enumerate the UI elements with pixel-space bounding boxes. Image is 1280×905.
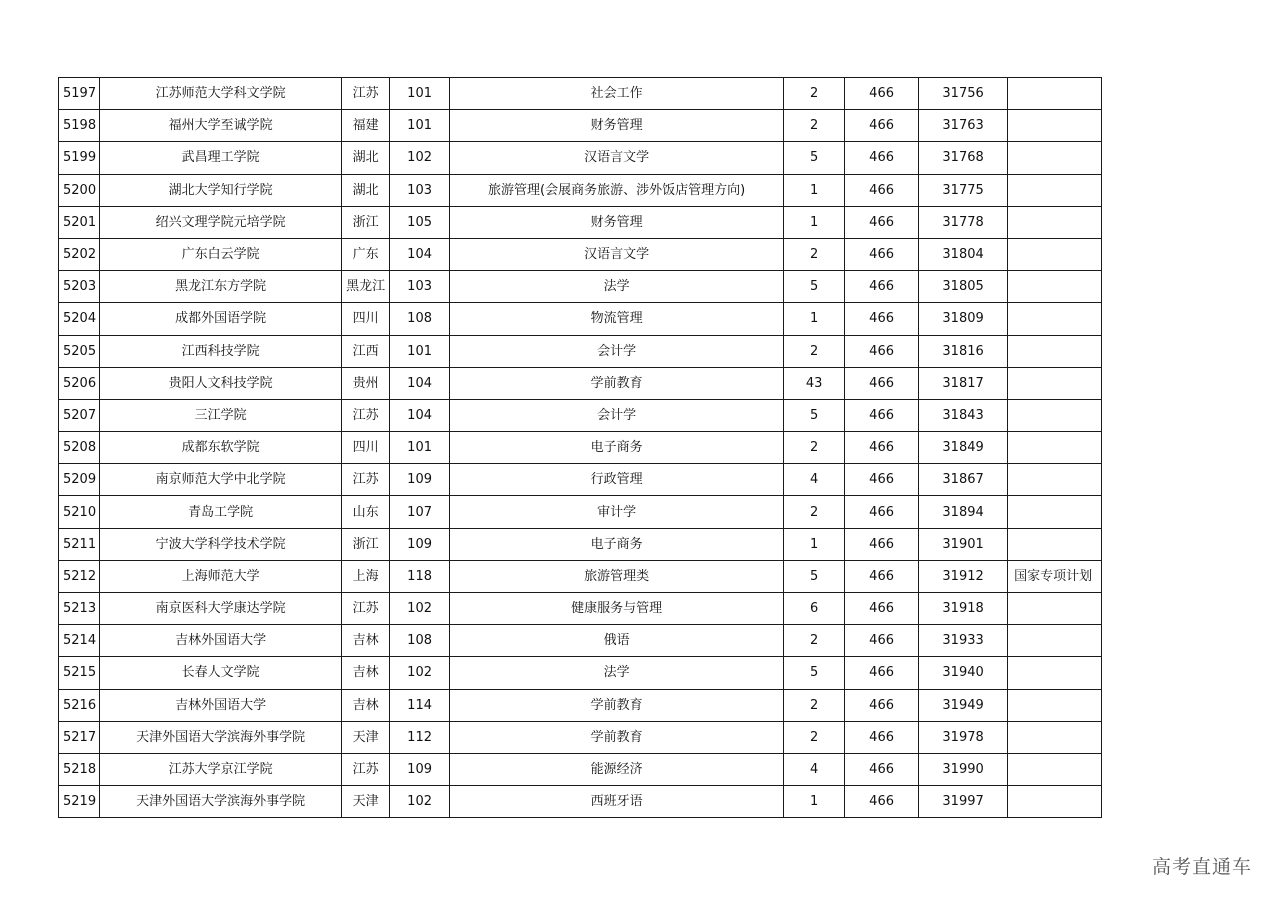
major-code-cell: 109 <box>390 464 450 496</box>
table-row <box>59 528 1102 560</box>
row-number-cell: 5212 <box>59 560 100 592</box>
row-number-cell: 5198 <box>59 110 100 142</box>
major-code-cell: 101 <box>390 78 450 110</box>
note-cell <box>1008 496 1102 528</box>
rank-cell: 31894 <box>919 496 1008 528</box>
major-code-cell: 109 <box>390 753 450 785</box>
school-name-cell: 天津外国语大学滨海外事学院 <box>100 786 342 818</box>
rank-cell: 31775 <box>919 174 1008 206</box>
row-number-cell: 5209 <box>59 464 100 496</box>
score-cell: 466 <box>845 689 919 721</box>
school-name-cell: 湖北大学知行学院 <box>100 174 342 206</box>
major-name-cell: 电子商务 <box>450 528 784 560</box>
note-cell <box>1008 432 1102 464</box>
plan-count-cell: 5 <box>784 657 845 689</box>
major-code-cell: 104 <box>390 399 450 431</box>
note-cell: 国家专项计划 <box>1008 560 1102 592</box>
province-cell: 山东 <box>342 496 390 528</box>
major-name-cell: 会计学 <box>450 335 784 367</box>
plan-count-cell: 43 <box>784 367 845 399</box>
school-name-cell: 吉林外国语大学 <box>100 625 342 657</box>
table-row <box>59 142 1102 174</box>
rank-cell: 31901 <box>919 528 1008 560</box>
rank-cell: 31940 <box>919 657 1008 689</box>
table-row <box>59 432 1102 464</box>
major-name-cell: 行政管理 <box>450 464 784 496</box>
major-name-cell: 学前教育 <box>450 689 784 721</box>
row-number-cell: 5211 <box>59 528 100 560</box>
score-cell: 466 <box>845 303 919 335</box>
major-name-cell: 俄语 <box>450 625 784 657</box>
score-cell: 466 <box>845 528 919 560</box>
rank-cell: 31809 <box>919 303 1008 335</box>
score-cell: 466 <box>845 174 919 206</box>
major-name-cell: 财务管理 <box>450 110 784 142</box>
school-name-cell: 福州大学至诚学院 <box>100 110 342 142</box>
province-cell: 吉林 <box>342 689 390 721</box>
major-code-cell: 102 <box>390 657 450 689</box>
major-name-cell: 法学 <box>450 271 784 303</box>
row-number-cell: 5217 <box>59 721 100 753</box>
province-cell: 吉林 <box>342 625 390 657</box>
major-name-cell: 健康服务与管理 <box>450 593 784 625</box>
table-row <box>59 721 1102 753</box>
table-row <box>59 464 1102 496</box>
score-cell: 466 <box>845 753 919 785</box>
major-name-cell: 旅游管理(会展商务旅游、涉外饭店管理方向) <box>450 174 784 206</box>
table-row <box>59 657 1102 689</box>
score-cell: 466 <box>845 657 919 689</box>
table-row <box>59 593 1102 625</box>
province-cell: 四川 <box>342 432 390 464</box>
note-cell <box>1008 303 1102 335</box>
major-code-cell: 112 <box>390 721 450 753</box>
major-code-cell: 103 <box>390 271 450 303</box>
major-code-cell: 101 <box>390 110 450 142</box>
table-row <box>59 110 1102 142</box>
table-row <box>59 786 1102 818</box>
table-row <box>59 238 1102 270</box>
plan-count-cell: 5 <box>784 399 845 431</box>
major-name-cell: 汉语言文学 <box>450 238 784 270</box>
major-code-cell: 114 <box>390 689 450 721</box>
province-cell: 四川 <box>342 303 390 335</box>
row-number-cell: 5205 <box>59 335 100 367</box>
school-name-cell: 江苏大学京江学院 <box>100 753 342 785</box>
row-number-cell: 5213 <box>59 593 100 625</box>
plan-count-cell: 2 <box>784 238 845 270</box>
school-name-cell: 南京医科大学康达学院 <box>100 593 342 625</box>
plan-count-cell: 5 <box>784 560 845 592</box>
major-name-cell: 审计学 <box>450 496 784 528</box>
row-number-cell: 5208 <box>59 432 100 464</box>
row-number-cell: 5206 <box>59 367 100 399</box>
note-cell <box>1008 528 1102 560</box>
row-number-cell: 5214 <box>59 625 100 657</box>
row-number-cell: 5215 <box>59 657 100 689</box>
school-name-cell: 青岛工学院 <box>100 496 342 528</box>
school-name-cell: 天津外国语大学滨海外事学院 <box>100 721 342 753</box>
major-code-cell: 103 <box>390 174 450 206</box>
major-code-cell: 102 <box>390 593 450 625</box>
score-cell: 466 <box>845 238 919 270</box>
table-row <box>59 689 1102 721</box>
school-name-cell: 上海师范大学 <box>100 560 342 592</box>
major-name-cell: 社会工作 <box>450 78 784 110</box>
plan-count-cell: 4 <box>784 464 845 496</box>
province-cell: 江苏 <box>342 399 390 431</box>
major-code-cell: 109 <box>390 528 450 560</box>
table-body <box>59 78 1102 818</box>
plan-count-cell: 2 <box>784 496 845 528</box>
table-row <box>59 753 1102 785</box>
major-code-cell: 101 <box>390 432 450 464</box>
major-code-cell: 101 <box>390 335 450 367</box>
score-cell: 466 <box>845 593 919 625</box>
row-number-cell: 5207 <box>59 399 100 431</box>
rank-cell: 31768 <box>919 142 1008 174</box>
school-name-cell: 吉林外国语大学 <box>100 689 342 721</box>
major-code-cell: 108 <box>390 303 450 335</box>
major-name-cell: 旅游管理类 <box>450 560 784 592</box>
province-cell: 天津 <box>342 786 390 818</box>
row-number-cell: 5216 <box>59 689 100 721</box>
province-cell: 天津 <box>342 721 390 753</box>
note-cell <box>1008 593 1102 625</box>
score-cell: 466 <box>845 625 919 657</box>
major-code-cell: 107 <box>390 496 450 528</box>
table-row <box>59 174 1102 206</box>
score-cell: 466 <box>845 560 919 592</box>
major-name-cell: 西班牙语 <box>450 786 784 818</box>
plan-count-cell: 2 <box>784 689 845 721</box>
province-cell: 上海 <box>342 560 390 592</box>
plan-count-cell: 6 <box>784 593 845 625</box>
plan-count-cell: 2 <box>784 625 845 657</box>
note-cell <box>1008 625 1102 657</box>
province-cell: 浙江 <box>342 206 390 238</box>
province-cell: 江苏 <box>342 593 390 625</box>
school-name-cell: 长春人文学院 <box>100 657 342 689</box>
school-name-cell: 成都外国语学院 <box>100 303 342 335</box>
plan-count-cell: 1 <box>784 786 845 818</box>
table-row <box>59 496 1102 528</box>
note-cell <box>1008 206 1102 238</box>
plan-count-cell: 1 <box>784 528 845 560</box>
plan-count-cell: 2 <box>784 335 845 367</box>
major-name-cell: 学前教育 <box>450 367 784 399</box>
province-cell: 吉林 <box>342 657 390 689</box>
rank-cell: 31778 <box>919 206 1008 238</box>
score-cell: 466 <box>845 399 919 431</box>
row-number-cell: 5204 <box>59 303 100 335</box>
rank-cell: 31933 <box>919 625 1008 657</box>
score-cell: 466 <box>845 206 919 238</box>
province-cell: 江苏 <box>342 78 390 110</box>
plan-count-cell: 1 <box>784 206 845 238</box>
table-row <box>59 399 1102 431</box>
major-code-cell: 104 <box>390 238 450 270</box>
note-cell <box>1008 689 1102 721</box>
plan-count-cell: 1 <box>784 303 845 335</box>
school-name-cell: 江苏师范大学科文学院 <box>100 78 342 110</box>
rank-cell: 31804 <box>919 238 1008 270</box>
major-name-cell: 电子商务 <box>450 432 784 464</box>
province-cell: 湖北 <box>342 142 390 174</box>
school-name-cell: 贵阳人文科技学院 <box>100 367 342 399</box>
rank-cell: 31997 <box>919 786 1008 818</box>
row-number-cell: 5199 <box>59 142 100 174</box>
table-row <box>59 367 1102 399</box>
province-cell: 黑龙江 <box>342 271 390 303</box>
major-name-cell: 物流管理 <box>450 303 784 335</box>
rank-cell: 31843 <box>919 399 1008 431</box>
major-code-cell: 102 <box>390 142 450 174</box>
major-code-cell: 102 <box>390 786 450 818</box>
score-cell: 466 <box>845 271 919 303</box>
note-cell <box>1008 399 1102 431</box>
rank-cell: 31978 <box>919 721 1008 753</box>
school-name-cell: 宁波大学科学技术学院 <box>100 528 342 560</box>
row-number-cell: 5197 <box>59 78 100 110</box>
province-cell: 浙江 <box>342 528 390 560</box>
note-cell <box>1008 464 1102 496</box>
province-cell: 广东 <box>342 238 390 270</box>
rank-cell: 31763 <box>919 110 1008 142</box>
rank-cell: 31849 <box>919 432 1008 464</box>
table-row <box>59 335 1102 367</box>
score-cell: 466 <box>845 432 919 464</box>
school-name-cell: 广东白云学院 <box>100 238 342 270</box>
note-cell <box>1008 335 1102 367</box>
admission-table <box>58 77 1102 818</box>
table-row <box>59 303 1102 335</box>
rank-cell: 31816 <box>919 335 1008 367</box>
major-code-cell: 108 <box>390 625 450 657</box>
note-cell <box>1008 174 1102 206</box>
score-cell: 466 <box>845 78 919 110</box>
major-name-cell: 学前教育 <box>450 721 784 753</box>
score-cell: 466 <box>845 786 919 818</box>
rank-cell: 31990 <box>919 753 1008 785</box>
province-cell: 湖北 <box>342 174 390 206</box>
table-row <box>59 78 1102 110</box>
province-cell: 福建 <box>342 110 390 142</box>
major-name-cell: 能源经济 <box>450 753 784 785</box>
note-cell <box>1008 238 1102 270</box>
province-cell: 贵州 <box>342 367 390 399</box>
rank-cell: 31756 <box>919 78 1008 110</box>
table-row <box>59 206 1102 238</box>
province-cell: 江西 <box>342 335 390 367</box>
row-number-cell: 5202 <box>59 238 100 270</box>
note-cell <box>1008 657 1102 689</box>
rank-cell: 31912 <box>919 560 1008 592</box>
rank-cell: 31867 <box>919 464 1008 496</box>
row-number-cell: 5218 <box>59 753 100 785</box>
rank-cell: 31949 <box>919 689 1008 721</box>
plan-count-cell: 5 <box>784 271 845 303</box>
note-cell <box>1008 367 1102 399</box>
province-cell: 江苏 <box>342 464 390 496</box>
row-number-cell: 5219 <box>59 786 100 818</box>
school-name-cell: 绍兴文理学院元培学院 <box>100 206 342 238</box>
rank-cell: 31805 <box>919 271 1008 303</box>
row-number-cell: 5203 <box>59 271 100 303</box>
rank-cell: 31918 <box>919 593 1008 625</box>
note-cell <box>1008 753 1102 785</box>
plan-count-cell: 5 <box>784 142 845 174</box>
row-number-cell: 5200 <box>59 174 100 206</box>
row-number-cell: 5210 <box>59 496 100 528</box>
note-cell <box>1008 271 1102 303</box>
note-cell <box>1008 721 1102 753</box>
school-name-cell: 武昌理工学院 <box>100 142 342 174</box>
school-name-cell: 南京师范大学中北学院 <box>100 464 342 496</box>
table-row <box>59 271 1102 303</box>
school-name-cell: 三江学院 <box>100 399 342 431</box>
score-cell: 466 <box>845 142 919 174</box>
plan-count-cell: 2 <box>784 721 845 753</box>
plan-count-cell: 2 <box>784 78 845 110</box>
school-name-cell: 黑龙江东方学院 <box>100 271 342 303</box>
score-cell: 466 <box>845 464 919 496</box>
note-cell <box>1008 110 1102 142</box>
score-cell: 466 <box>845 367 919 399</box>
score-cell: 466 <box>845 110 919 142</box>
plan-count-cell: 2 <box>784 432 845 464</box>
plan-count-cell: 1 <box>784 174 845 206</box>
table-row <box>59 625 1102 657</box>
province-cell: 江苏 <box>342 753 390 785</box>
score-cell: 466 <box>845 496 919 528</box>
plan-count-cell: 2 <box>784 110 845 142</box>
school-name-cell: 成都东软学院 <box>100 432 342 464</box>
score-cell: 466 <box>845 335 919 367</box>
table-row <box>59 560 1102 592</box>
major-code-cell: 105 <box>390 206 450 238</box>
row-number-cell: 5201 <box>59 206 100 238</box>
major-name-cell: 会计学 <box>450 399 784 431</box>
rank-cell: 31817 <box>919 367 1008 399</box>
note-cell <box>1008 142 1102 174</box>
score-cell: 466 <box>845 721 919 753</box>
watermark-text: 高考直通车 <box>1151 856 1252 878</box>
note-cell <box>1008 78 1102 110</box>
major-name-cell: 财务管理 <box>450 206 784 238</box>
major-code-cell: 104 <box>390 367 450 399</box>
plan-count-cell: 4 <box>784 753 845 785</box>
school-name-cell: 江西科技学院 <box>100 335 342 367</box>
major-name-cell: 法学 <box>450 657 784 689</box>
major-code-cell: 118 <box>390 560 450 592</box>
major-name-cell: 汉语言文学 <box>450 142 784 174</box>
note-cell <box>1008 786 1102 818</box>
